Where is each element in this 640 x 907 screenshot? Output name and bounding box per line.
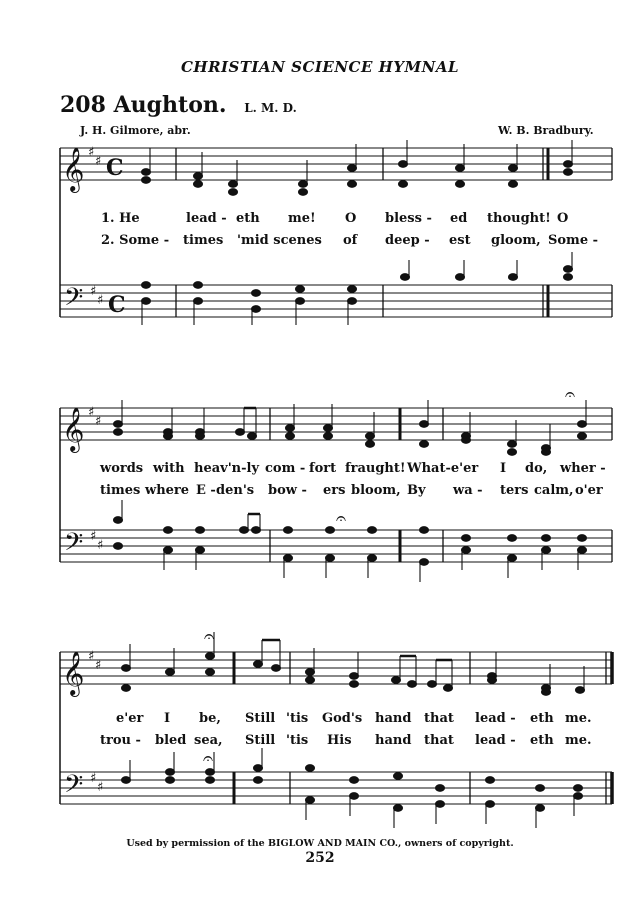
lyric-syllable: wher -	[560, 461, 606, 476]
lyric-syllable: Still	[245, 711, 276, 726]
sharp-icon: ♯	[95, 154, 102, 169]
lyric-syllable: E -	[196, 483, 216, 498]
lyric-syllable: fort	[309, 461, 337, 476]
common-time-icon: C	[106, 155, 124, 181]
fermata-icon: 𝄐	[203, 748, 214, 769]
lyric-syllable: est	[449, 233, 471, 248]
lyric-syllable: den's	[216, 483, 255, 498]
lyric-syllable: O	[557, 211, 569, 226]
lyric-syllable: gloom,	[491, 233, 541, 248]
sharp-icon: ♯	[90, 529, 97, 544]
treble-clef-icon: 𝄞	[62, 407, 85, 451]
lyric-syllable: with	[153, 461, 185, 476]
lyric-syllable: 1. He	[101, 211, 140, 226]
bass-staff	[60, 772, 612, 804]
sharp-icon: ♯	[95, 658, 102, 673]
lyric-syllable: Some -	[548, 233, 599, 248]
lyric-syllable: me.	[565, 733, 592, 748]
sharp-icon: ♯	[90, 284, 97, 299]
hymn-number: 208	[60, 92, 106, 118]
sharp-icon: ♯	[88, 649, 95, 664]
lyric-syllable: that	[424, 733, 454, 748]
lyric-syllable: words	[100, 461, 144, 476]
music-credit: W. B. Bradbury.	[498, 124, 594, 137]
lyric-syllable: 'tis	[286, 733, 309, 748]
lyric-syllable: lead -	[475, 711, 516, 726]
lyric-syllable: wa -	[453, 483, 483, 498]
treble-staff	[60, 652, 612, 684]
lyric-syllable: com -	[265, 461, 306, 476]
lyric-syllable: lead -	[475, 733, 516, 748]
lyric-syllable: 'mid scenes	[237, 233, 322, 248]
bass-clef-icon: 𝄢	[64, 528, 84, 563]
lyric-syllable: ers	[323, 483, 346, 498]
lyric-line-verse-1	[0, 711, 640, 729]
hymn-meter: L. M. D.	[244, 101, 297, 115]
note-group	[142, 252, 573, 325]
note-group	[114, 500, 587, 582]
lyric-syllable: be,	[199, 711, 221, 726]
fermata-icon: 𝄐	[565, 384, 576, 405]
sharp-icon: ♯	[88, 145, 95, 160]
lyric-syllable: where	[145, 483, 190, 498]
lyric-line-verse-1	[0, 461, 640, 479]
lyric-syllable: I	[164, 711, 171, 726]
lyric-syllable: me!	[288, 211, 316, 226]
lyric-syllable: times	[183, 233, 224, 248]
lyric-syllable: of	[343, 233, 358, 248]
lyric-line-verse-2	[0, 483, 640, 501]
lyric-syllable: o'er	[575, 483, 603, 498]
sharp-icon: ♯	[95, 414, 102, 429]
bass-staff	[60, 530, 612, 562]
fermata-icon: 𝄐	[336, 508, 347, 529]
lyric-syllable: lead -	[186, 211, 227, 226]
lyric-syllable: ed	[450, 211, 468, 226]
lyric-syllable: Still	[245, 733, 276, 748]
running-header: CHRISTIAN SCIENCE HYMNAL	[180, 58, 460, 76]
lyric-syllable: do,	[525, 461, 548, 476]
sharp-icon: ♯	[97, 538, 104, 553]
tune-name: Aughton.	[113, 92, 227, 118]
treble-staff	[60, 148, 612, 180]
treble-staff	[60, 408, 612, 440]
lyric-syllable: bled	[155, 733, 187, 748]
lyric-syllable: fraught!	[345, 461, 406, 476]
lyric-syllable: heav'n-ly	[194, 461, 260, 476]
lyric-syllable: thought!	[487, 211, 551, 226]
sharp-icon: ♯	[97, 293, 104, 308]
lyric-line-verse-1	[0, 211, 640, 229]
lyric-syllable: trou -	[100, 733, 141, 748]
lyric-syllable: What-e'er	[407, 461, 479, 476]
lyric-syllable: hand	[375, 711, 412, 726]
sharp-icon: ♯	[97, 780, 104, 795]
lyric-syllable: bless -	[385, 211, 432, 226]
lyric-syllable: eth	[236, 211, 260, 226]
lyric-syllable: calm,	[534, 483, 574, 498]
lyric-line-verse-2	[0, 733, 640, 751]
lyric-syllable: e'er	[116, 711, 144, 726]
lyric-syllable: deep -	[385, 233, 430, 248]
sharp-icon: ♯	[90, 771, 97, 786]
lyric-syllable: I	[500, 461, 507, 476]
common-time-icon: C	[108, 292, 126, 318]
lyric-line-verse-2	[0, 233, 640, 251]
lyric-syllable: 'tis	[286, 711, 309, 726]
lyric-syllable: His	[327, 733, 352, 748]
lyric-syllable: eth	[530, 711, 554, 726]
lyric-syllable: O	[345, 211, 357, 226]
treble-clef-icon: 𝄞	[62, 651, 85, 695]
lyric-syllable: eth	[530, 733, 554, 748]
bass-clef-icon: 𝄢	[64, 770, 84, 805]
lyric-syllable: By	[407, 483, 426, 498]
lyric-syllable: that	[424, 711, 454, 726]
lyric-syllable: sea,	[194, 733, 223, 748]
lyric-syllable: ters	[500, 483, 529, 498]
lyric-syllable: hand	[375, 733, 412, 748]
lyric-syllable: bloom,	[351, 483, 401, 498]
lyric-syllable: times	[100, 483, 141, 498]
lyric-syllable: bow -	[268, 483, 307, 498]
words-credit: J. H. Gilmore, abr.	[80, 124, 191, 137]
note-group	[122, 632, 585, 695]
page-number: 252	[305, 850, 335, 866]
lyric-syllable: God's	[322, 711, 363, 726]
copyright-notice: Used by permission of the BIGLOW AND MAIN CO., owners of copyright.	[126, 838, 514, 849]
treble-clef-icon: 𝄞	[62, 147, 85, 191]
lyric-syllable: me.	[565, 711, 592, 726]
bass-clef-icon: 𝄢	[64, 283, 84, 318]
fermata-icon: 𝄐	[204, 626, 215, 647]
sharp-icon: ♯	[88, 405, 95, 420]
lyric-syllable: 2. Some -	[101, 233, 170, 248]
